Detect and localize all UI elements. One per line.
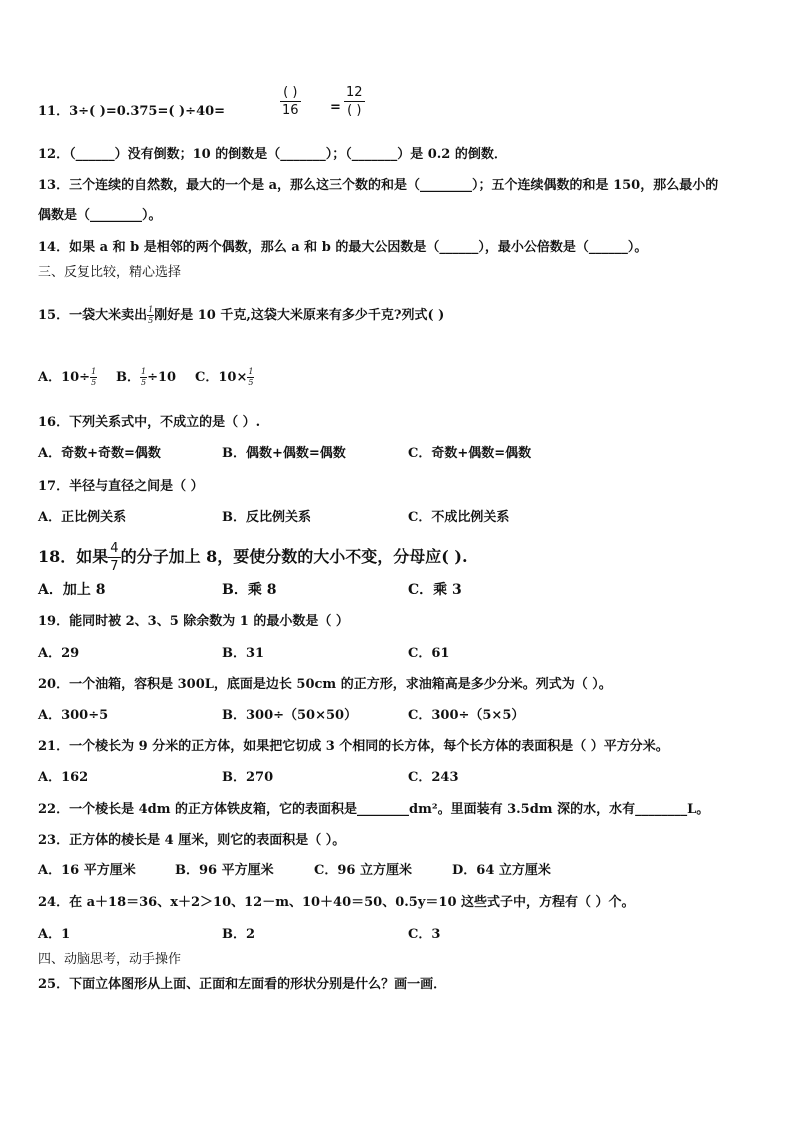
question-18 [38, 540, 764, 574]
q18-option-c[interactable]: C．乘 3 [408, 582, 462, 598]
q16-option-b[interactable]: B．偶数+偶数=偶数 [222, 446, 346, 461]
q23-option-a[interactable]: A．16 平方厘米 [38, 863, 136, 878]
question-25: 25．下面立体图形从上面、正面和左面看的形状分别是什么？画一画． [38, 977, 447, 992]
q17-option-c[interactable]: C．不成比例关系 [408, 510, 510, 525]
q15-option-b-text: ÷10 [147, 370, 177, 385]
q11-fraction-1 [280, 86, 301, 117]
q18-option-b[interactable]: B．乘 8 [222, 582, 277, 598]
q15-option-a-denominator: 5 [91, 378, 97, 387]
q15-stem-pre: 15．一袋大米卖出 [38, 308, 148, 323]
q15-option-c-numerator: 1 [248, 367, 254, 376]
q19-option-c[interactable]: C．61 [408, 646, 450, 661]
q15-option-c[interactable] [195, 366, 254, 390]
q15-option-a-fraction [90, 368, 97, 387]
q20-option-a[interactable]: A．300÷5 [38, 708, 109, 723]
q11-text: 11．3÷( )=0.375=( )÷40= [38, 104, 226, 119]
question-21: 21．一个棱长为 9 分米的正方体，如果把它切成 3 个相同的长方体，每个长方体的表面积是（ ）平方分米。 [38, 739, 669, 754]
q21-option-b[interactable]: B．270 [222, 770, 274, 785]
question-22: 22．一个棱长是 4dm 的正方体铁皮箱，它的表面积是________dm²。里面装有 3.5dm 深的水，水有________L。 [38, 802, 710, 817]
question-13-line-1: 13．三个连续的自然数，最大的一个是 a，那么这三个数的和是（________）；五个连续偶数的和是 150，那么最小的 [38, 178, 719, 193]
q17-option-b[interactable]: B．反比例关系 [222, 510, 311, 525]
q24-option-a[interactable]: A．1 [38, 927, 71, 942]
q15-option-c-text: C．10× [195, 370, 248, 385]
q20-option-b[interactable]: B．300÷（50×50） [222, 708, 358, 723]
q15-fraction-denominator: 5 [148, 316, 154, 325]
q18-option-a[interactable]: A．加上 8 [38, 582, 106, 598]
q15-option-b-label: B． [116, 370, 140, 385]
q24-option-b[interactable]: B．2 [222, 927, 256, 942]
q23-option-d[interactable]: D．64 立方厘米 [452, 863, 551, 878]
q19-option-a[interactable]: A．29 [38, 646, 80, 661]
q24-option-c[interactable]: C．3 [408, 927, 441, 942]
q18-stem-post: 的分子加上 8，要使分数的大小不变，分母应( ). [120, 547, 468, 566]
q15-stem-post: 刚好是 10 千克,这袋大米原来有多少千克?列式( ) [154, 308, 445, 323]
q15-option-a[interactable] [38, 366, 97, 390]
q21-option-a[interactable]: A．162 [38, 770, 89, 785]
q11-fraction-2-denominator: ( ) [347, 103, 362, 118]
question-19: 19．能同时被 2、3、5 除余数为 1 的最小数是（ ） [38, 614, 349, 629]
question-15 [38, 304, 764, 328]
q15-option-b-numerator: 1 [141, 367, 147, 376]
q21-option-c[interactable]: C．243 [408, 770, 459, 785]
question-24: 24．在 a＋18＝36、x＋2＞10、12－m、10＋40＝50、0.5y＝10 这些式子中，方程有（ ）个。 [38, 895, 635, 910]
q11-fraction-1-denominator: 16 [282, 103, 299, 118]
q15-option-c-fraction [247, 368, 254, 387]
q20-option-c[interactable]: C．300÷（5×5） [408, 708, 525, 723]
q19-option-b[interactable]: B．31 [222, 646, 265, 661]
section-3-heading: 三、反复比较，精心选择 [38, 265, 182, 280]
q15-option-b-denominator: 5 [141, 378, 147, 387]
question-23: 23．正方体的棱长是 4 厘米，则它的表面积是（ ）。 [38, 833, 346, 848]
q23-option-c[interactable]: C．96 立方厘米 [314, 863, 412, 878]
q11-fraction-2-numerator: 12 [346, 85, 363, 100]
q18-fraction [108, 542, 120, 573]
q18-fraction-denominator: 7 [110, 559, 119, 574]
q18-stem-pre: 18．如果 [38, 547, 109, 566]
question-20: 20．一个油箱，容积是 300L，底面是边长 50cm 的正方形，求油箱高是多少分米。列式为（ ）。 [38, 677, 612, 692]
q15-option-c-denominator: 5 [248, 378, 254, 387]
q15-option-b[interactable] [116, 366, 176, 390]
q17-option-a[interactable]: A．正比例关系 [38, 510, 127, 525]
q11-equals: = [330, 100, 341, 115]
section-4-heading: 四、动脑思考，动手操作 [38, 952, 182, 967]
q15-option-a-numerator: 1 [91, 367, 97, 376]
q16-option-c[interactable]: C．奇数+偶数=偶数 [408, 446, 532, 461]
q15-fraction-numerator: 1 [148, 305, 154, 314]
question-13-line-2: 偶数是（________）。 [38, 208, 162, 223]
q15-option-a-text: A．10÷ [38, 370, 91, 385]
q23-option-b[interactable]: B．96 平方厘米 [175, 863, 274, 878]
question-14: 14．如果 a 和 b 是相邻的两个偶数，那么 a 和 b 的最大公因数是（______），最小公倍数是（______）。 [38, 240, 648, 255]
question-17: 17．半径与直径之间是（ ） [38, 479, 204, 494]
q11-fraction-2 [344, 86, 365, 117]
question-16: 16．下列关系式中，不成立的是（ ）. [38, 415, 261, 430]
q16-option-a[interactable]: A．奇数+奇数=偶数 [38, 446, 161, 461]
q18-fraction-numerator: 4 [110, 541, 119, 556]
q11-fraction-1-numerator: ( ) [280, 86, 301, 102]
question-12: 12．（______）没有倒数；10 的倒数是（_______）；（_______）是 0.2 的倒数． [38, 147, 507, 162]
